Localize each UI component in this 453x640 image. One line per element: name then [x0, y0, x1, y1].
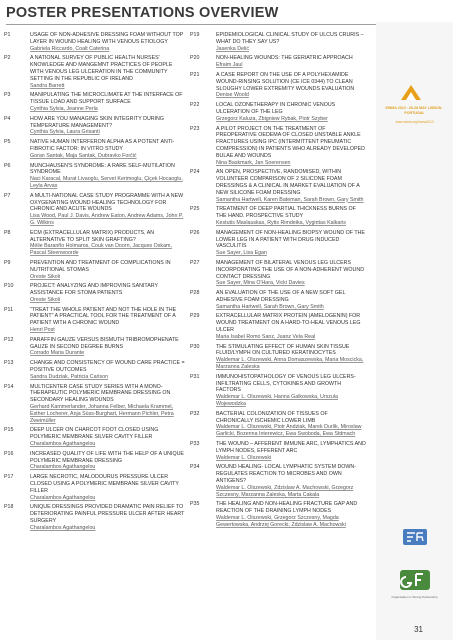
poster-entry [190, 313, 366, 340]
poster-authors: Sandra Dudziak, Patricia Carlson [30, 373, 109, 380]
poster-authors: Mélie Baranño Holmaros, Couk van Doorn, Jacques Oskam, Pascal Steenwoorde [30, 243, 172, 257]
poster-number: P1 [4, 32, 11, 38]
poster-entry [4, 116, 187, 136]
poster-entry [190, 441, 366, 461]
poster-entry [190, 72, 366, 99]
poster-authors: Sue Sayer, Mina O'Hara, Vicki Davies [216, 280, 305, 287]
poster-title: USAGE OF NON-ADHESIVE DRESSING FOAM WITHOUT TOP LAYER IN WOUND HEALING WITH VENOUS ETIOLOGY [30, 32, 184, 45]
poster-number: P17 [4, 474, 14, 481]
poster-entry [4, 139, 187, 159]
partner-logo-fr-icon [378, 527, 451, 547]
poster-authors: Grzegorz Kaluza, Zbigniew Rybak, Piotr Szyber [216, 115, 328, 122]
poster-title: INCREASED QUALITY OF LIFE WITH THE HELP OF A UNIQUE POLYMERIC MEMBRANE DRESSING [30, 450, 184, 464]
poster-authors: Corrado Maria Durante [30, 350, 85, 357]
poster-entry [190, 411, 366, 438]
poster-entry [4, 163, 187, 190]
poster-number: P34 [190, 464, 200, 471]
partner-logo-gf-icon [378, 567, 451, 593]
poster-title: MUNCHAUSEN'S SYNDROME: A RARE SELF-MUTILATION SYNDROME [30, 162, 175, 176]
poster-authors: Cynthia Sylvia, Jeanne Perla [30, 105, 98, 112]
poster-authors: Kestutis Maslauskas, Rytis Rimdeika, Vygintas Kalkaris [216, 219, 346, 226]
poster-number: P16 [4, 450, 14, 457]
poster-title: A NATIONAL SURVEY OF PUBLIC HEALTH NURSES' KNOWLEDGE AND MANGEMNT PRACTICES OF PEOPLE WITH VENOUS LEG ULCERATION IN THE COMMUNITY SETTING IN THE REPUBLIC OF IRELAND [30, 55, 173, 82]
poster-entry [190, 169, 366, 203]
poster-authors: Gerhard Kammerlander, Johanna Felber, Michaela Krammel, Esther Locherer, Anja Süss-Burghart, Hermann Pichler, Petra Zweimüller [30, 404, 174, 424]
poster-number: P24 [190, 169, 200, 176]
page-number: 31 [414, 625, 423, 634]
poster-title: CHANGE AND CONSISTENCY OF WOUND CARE PRACTICE = POSITIVE OUTCOMES [30, 360, 185, 374]
poster-entry [4, 504, 187, 531]
poster-title: TREATMENT OF DEEP PARTIAL THICKNESS BURNS OF THE HAND. PROSPECTIVE STUDY [216, 206, 356, 220]
left-column [4, 32, 187, 535]
poster-authors: Charalambos Agathangelou [30, 524, 96, 531]
poster-title: "TREAT THE WHOLE PATIENT AND NOT THE HOLE IN THE PATIENT" A PRACTICAL TOOL FOR THE TREATMENT OF A PATIENT WITH A CHRONIC WOUND [30, 306, 177, 327]
poster-authors: Samantha Hartwell, Karen Bateman, Sarah Brown, Gary Smith [216, 196, 364, 203]
poster-number: P35 [190, 501, 200, 508]
poster-number: P11 [4, 306, 14, 313]
poster-entry [190, 344, 366, 371]
poster-title: AN EVALUATION OF THE USE OF A NEW SOFT GEL ADHESIVE FOAM DRESSING [216, 290, 346, 303]
poster-title: EXTRACELLULAR MATRIX PROTEIN (AMELOGENIN) FOR WOUND TREATMENT ON A HARD-TO-HEAL VENOUS LEG ULCER [216, 313, 361, 334]
poster-authors: Goran Santak, Maja Santak, Dubravko Forčić [30, 152, 137, 159]
poster-authors: Gabriela Riccardo, Coalt Caterina [30, 45, 110, 52]
poster-number: P19 [190, 32, 200, 38]
poster-entry [4, 260, 187, 280]
ewma-url: www.ewma.org/ewma2010 [395, 120, 434, 124]
poster-number: P6 [4, 162, 11, 169]
poster-number: P32 [190, 410, 200, 417]
poster-number: P14 [4, 383, 14, 390]
poster-title: LARGE NECROTIC, MALODOURUS PRESSURE ULCER CLOSED USING A POLYMERIC MEMBRANE SILVER CAVITY FILLER [30, 474, 179, 494]
poster-authors: Henri Post [30, 327, 55, 334]
poster-title: LOCAL OZONETHERAPY IN CHRONIC VENOUS ULCERATION OF THE LEG [216, 102, 336, 115]
sidebar [376, 22, 453, 640]
poster-number: P15 [4, 427, 14, 434]
poster-entry [4, 427, 187, 447]
ewma-tagline: EWMA 2010 · 26-28 MAY LISBON · PORTUGAL [385, 106, 444, 115]
poster-authors: Waldemar L. Olszewski [216, 454, 272, 461]
poster-entry [4, 32, 187, 52]
poster-entry [4, 307, 187, 334]
poster-number: P31 [190, 373, 200, 380]
poster-entry [190, 230, 366, 257]
poster-authors: Nina Baskmark, Jan Soerensen [216, 159, 291, 166]
poster-authors: Charalambos Agathangelou [30, 464, 96, 471]
poster-number: P9 [4, 259, 11, 266]
poster-title: IMMUNOHISTOPATHOLOGY OF VENOUS LEG ULCERS-INFILTRATING CELLS, CYTOKINES AND GROWTH FACTORS [216, 373, 356, 394]
poster-authors: Charalambos Agathangelou [30, 441, 96, 448]
poster-title: WOUND HEALING- LOCAL LYMPHATIC SYSTEM DOWN-REGULATES REACTION TO MICROBES AND OWN ANTIGENS? [216, 464, 356, 485]
poster-entry [190, 102, 366, 122]
poster-title: MANAGEMENT OF NON-HEALING BIOPSY WOUND OF THE LOWER LEG IN A PATIENT WITH DRUG INDUCED VASCULITIS [216, 229, 365, 250]
poster-number: P21 [190, 71, 200, 78]
poster-entry [4, 360, 187, 380]
poster-entry [4, 92, 187, 112]
poster-number: P29 [190, 313, 200, 320]
poster-title: DEEP ULCER ON CHARCOT FOOT CLOSED USING POLYMERIC MEMBRANE SILVER CAVITY FILLER [30, 427, 159, 441]
poster-entry [4, 451, 187, 471]
poster-title: THE HEALING AND NON-HEALING FRACTURE GAP AND REACTION OF THE DRAINING LYMPH NODES [216, 501, 358, 515]
partner-caption: Organisation in Strong Partnership [391, 595, 438, 599]
poster-title: THE WOUND – AFFERENT IMMUNE ARC, LYMPHATICS AND LYMPH NODES, EFFERENT ARC [216, 441, 366, 454]
poster-number: P30 [190, 343, 200, 350]
poster-entry [190, 55, 366, 69]
poster-number: P26 [190, 229, 200, 236]
poster-number: P25 [190, 206, 200, 213]
poster-title: PROJECT: ANALYZING AND IMPROVING SANITARY ASSISTANCE FOR STOMA PATIENTS [30, 283, 158, 297]
poster-authors: Oreste Sikoli [30, 296, 61, 303]
poster-entry [190, 290, 366, 310]
poster-number: P23 [190, 125, 200, 132]
page-title: POSTER PRESENTATIONS OVERVIEW [6, 5, 279, 21]
poster-title: A MULTI-NATIONAL CASE STUDY PROGRAMME WITH A NEW OXYGENATING WOUND HEALING TECHNOLOGY FOR CHRONIC AND ACUTE WOUNDS [30, 192, 184, 213]
poster-entry [190, 374, 366, 408]
poster-entry [4, 230, 187, 257]
poster-authors: Waldemar L. Olszewski, Anna Domaszewska, Maria Moscicka, Marzanna Zaleska [216, 357, 364, 371]
poster-title: A CASE REPORT ON THE USE OF A POLYHEXAMIDE WOUND-RINSING SOLUTION (CE ICE 0344) TO CLEAN SLOUGHY LOWER EXTREMITY WOUNDS EVALUATION [216, 71, 355, 92]
poster-number: P27 [190, 259, 200, 266]
poster-authors: Oreste Sikoli [30, 273, 61, 280]
poster-authors: Naci Karacal, Murat Livaoglu, Servet Kerimoglu, Çiçek Hocaoglu, Leyla Arvas [30, 176, 183, 189]
poster-title: ECM (EXTRACELLULAR MATRIX) PRODUCTS, AN ALTERNATIVE TO SPLIT SKIN GRAFTING? [30, 229, 155, 243]
poster-entry [190, 32, 366, 52]
poster-number: P28 [190, 290, 200, 297]
poster-number: P7 [4, 192, 11, 199]
poster-title: NATIVE HUMAN INTERFERON ALPHA AS A POTENT ANTI-FIBROTIC FACTOR: IN VITRO STUDY [30, 139, 175, 152]
poster-entry [190, 464, 366, 498]
poster-number: P12 [4, 336, 14, 343]
poster-number: P22 [190, 102, 200, 109]
poster-number: P18 [4, 504, 14, 511]
poster-entry [190, 260, 366, 287]
poster-authors: Maria Isabel Romo Sanz, Juanz Vela Real [216, 333, 316, 340]
poster-title: BACTERIAL COLONIZATION OF TISSUES OF CHRONICALLY ISCHEMIC LOWER LIMB [216, 410, 328, 424]
poster-number: P33 [190, 441, 200, 448]
poster-number: P20 [190, 55, 200, 62]
poster-entry [4, 193, 187, 227]
poster-entry [4, 55, 187, 89]
poster-number: P3 [4, 92, 11, 99]
ewma-logo-icon [398, 82, 424, 104]
poster-authors: Denise Woold [216, 92, 249, 99]
poster-number: P5 [4, 139, 11, 146]
poster-title: HOW ARE YOU MANAGING SKIN INTEGRITY DURING TEMPERATURE MANAGEMENT? [30, 115, 165, 129]
poster-authors: Jasenka Delić [216, 45, 249, 52]
poster-authors: Charalambos Agathangelou [30, 494, 96, 501]
poster-authors: Waldemar L. Olszewski, Hanna Galkowska, Urszula Wojewodzka [216, 394, 338, 408]
poster-number: P2 [4, 55, 11, 62]
poster-entry [4, 474, 187, 501]
poster-title: A PILOT PROJECT ON THE TREATMENT OF PREOPERATIVE OEDEMA OF CLOSED UNSTABLE ANKLE FRACTURES USING IPC (INTERMITTENT PNEUMATIC COMPRESSION) IN PATIENTS WHO ALREADY DEVELOPED BULAE AND WOUNDS [216, 125, 365, 159]
poster-entry [190, 126, 366, 167]
poster-title: PREVENTION AND TREATMENT OF COMPLICATIONS IN NUTRITIONAL STOMAS [30, 259, 171, 273]
poster-title: EPIDEMIOLOGICAL CLINICAL STUDY OF ULCUS CRURIS – WHAT DO THEY SAY US? [216, 32, 364, 45]
poster-entry [190, 501, 366, 528]
poster-title: MANIPULATING THE MICROCLIMATE AT THE INTERFACE OF TISSUE LOAD AND SUPPORT SURFACE [30, 92, 183, 106]
poster-title: PARAFFIN GAUZE VERSUS BISMUTH TRIBROMOPHENATE GAUZE IN SECOND DEGREE BURNS [30, 336, 179, 350]
poster-title: UNIQUE DRESSINGS PROVIDED DRAMATIC PAIN RELIEF TO DETERIORATING PAINFUL PRESSURE ULCER AFTER HEART SURGERY [30, 504, 185, 524]
poster-authors: Waldemar L. Olszewski, Zdzislaw A. Machowski, Grzegorz Szczesny, Marzanna Zaleska, Marta Cakala [216, 484, 354, 498]
title-divider [6, 24, 436, 25]
poster-number: P4 [4, 115, 11, 122]
poster-authors: Sue Sayer, Lisa Egan [216, 250, 267, 257]
poster-authors: Efraim Jaul [216, 62, 243, 69]
poster-number: P10 [4, 283, 14, 290]
poster-entry [4, 283, 187, 303]
right-column [190, 32, 366, 532]
poster-number: P13 [4, 360, 14, 367]
poster-authors: Sandra Barrett [30, 82, 65, 89]
poster-authors: Lisa Wood, Paul J. Davis, Andrew Eaton, Andrew Adams, John P. G. Wilkins [30, 213, 184, 226]
poster-title: AN OPEN, PROSPECTIVE, RANDOMISED, WITHIN VOLUNTEER COMPARISON OF 2 SILICONE FOAM DRESSINGS & A CLINICAL IN MARKET EVALUATION OF A NEW SILICONE FOAM DRESSING [216, 169, 360, 196]
poster-title: THE STIMULATING EFFECT OF HUMAN SKIN TISSUE FLUID/LYMPH ON CULTURED KERATINOCYTES [216, 343, 350, 357]
poster-authors: Cynthia Sylvia, Laura Grisanti [30, 129, 100, 136]
poster-entry [4, 337, 187, 357]
poster-entry [4, 384, 187, 425]
poster-title: MANAGEMENT OF BILATERAL VENOUS LEG ULCERS INCORPORATING THE USE OF A NON-ADHERENT WOUND CONTACT DRESSING [216, 259, 365, 280]
poster-title: MULTICENTER CASE STUDY SERIES WITH A MONO-THERAPEUTIC POLYMERIC MEMBRANE DRESSING ON SECONDARY HEALING WOUNDS [30, 383, 171, 404]
poster-authors: Waldemar L. Olszewski, Grzegorz Szczesny, Magda Gewertowska, Andrzej Gorecki, Zdzislaw A. Machowski [216, 515, 346, 528]
poster-number: P8 [4, 229, 11, 236]
poster-title: NON-HEALING WOUNDS: THE GERIATRIC APPROACH [216, 55, 353, 62]
poster-entry [190, 206, 366, 226]
poster-authors: Waldemar L. Olszewski, Piotr Andziak, Marek Durlik, Miroslaw Garlicki, Bozenna Interewicz, Ewa Swoboda, Ewa Stdmach [216, 424, 362, 438]
poster-authors: Samantha Hartwell, Sarah Brown, Gary Smith [216, 303, 324, 310]
